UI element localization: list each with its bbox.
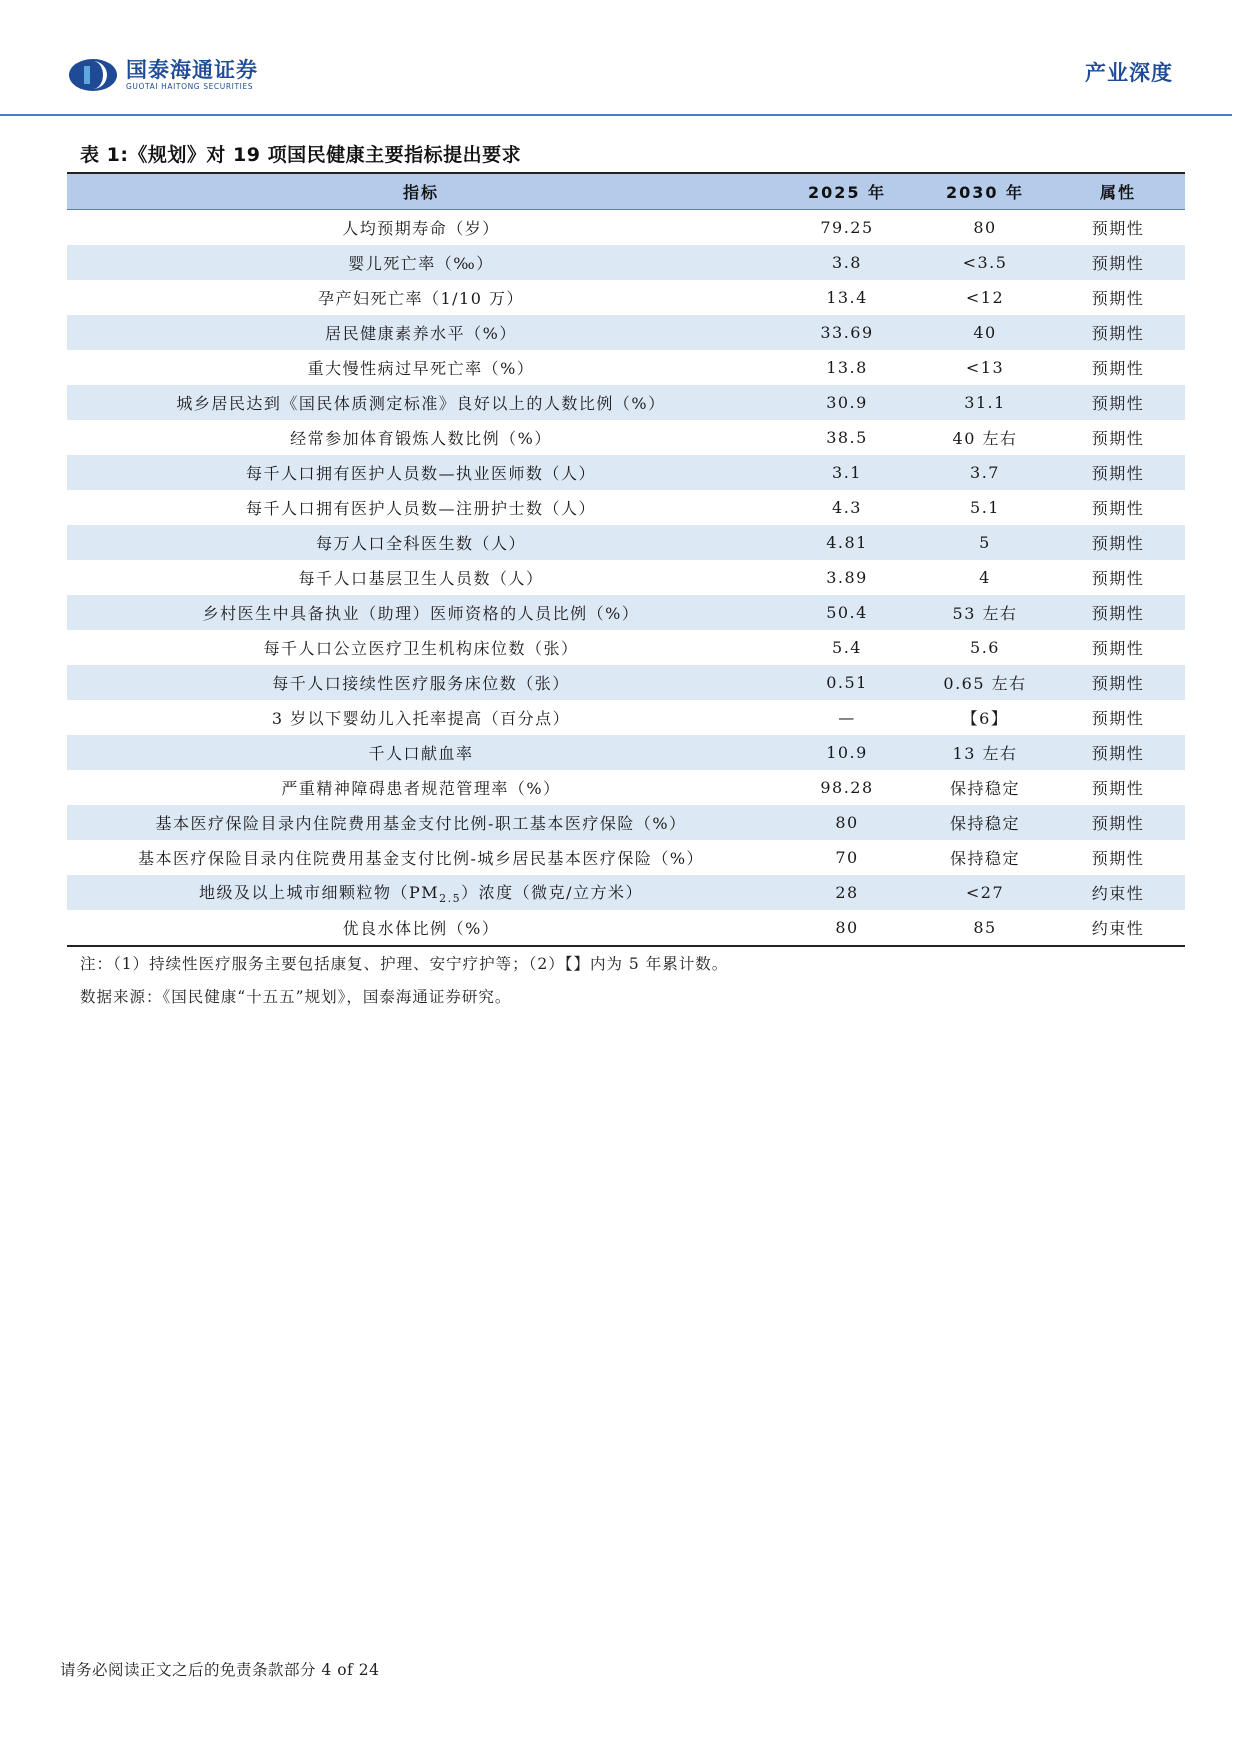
cell-2025: 38.5 [826,428,868,447]
cell-2030: 80 [973,218,997,237]
cell-2030: 5 [919,525,1051,560]
page-footer: 请务必阅读正文之后的免责条款部分 4 of 24 [60,1661,380,1679]
cell-indicator: 每千人口基层卫生人员数（人） [298,569,544,588]
company-logo [68,58,258,92]
table-row [67,455,1185,490]
table-row [67,805,1185,840]
cell-2030: 31.1 [919,385,1051,420]
table-title: 表 1:《规划》对 19 项国民健康主要指标提出要求 [80,144,522,166]
cell-indicator: 千人口献血率 [67,735,775,770]
cell-indicator: 婴儿死亡率（‰） [67,245,775,280]
table-row [67,770,1185,805]
cell-2030: 保持稳定 [949,779,1020,798]
table-note: 注：（1）持续性医疗服务主要包括康复、护理、安宁疗护等；（2）【】内为 5 年累计数。 [80,955,729,973]
column-header-indicator: 指标 [67,173,775,210]
page-header [0,0,1239,118]
cell-indicator: 人均预期寿命（岁） [342,219,500,238]
cell-2025: 4.3 [832,498,862,517]
cell-attribute: 预期性 [1091,429,1145,448]
cell-2030: 【6】 [961,709,1009,728]
cell-indicator: 每千人口接续性医疗服务床位数（张） [67,665,775,700]
cell-2025: 80 [835,918,859,937]
cell-attribute: 预期性 [1051,245,1185,280]
cell-attribute: 预期性 [1091,569,1145,588]
cell-attribute: 预期性 [1091,849,1145,868]
cell-attribute: 预期性 [1051,805,1185,840]
table-row [67,420,1185,455]
health-indicators-table [67,172,1185,947]
table-body [67,210,1185,947]
table-row [67,735,1185,770]
column-header-attribute: 属性 [1051,173,1185,210]
cell-2025: 3.8 [775,245,919,280]
cell-2025: 70 [835,848,859,867]
cell-indicator: 每千人口拥有医护人员数—执业医师数（人） [67,455,775,490]
cell-attribute: 预期性 [1051,455,1185,490]
table-row [67,350,1185,385]
cell-attribute: 预期性 [1051,595,1185,630]
cell-2025: 80 [775,805,919,840]
column-header-2025: 2025 年 [775,173,919,210]
cell-attribute: 预期性 [1051,735,1185,770]
cell-2025: 10.9 [775,735,919,770]
table-row [67,210,1185,246]
cell-2030: 4 [979,568,991,587]
cell-indicator: 地级及以上城市细颗粒物$(PM_{2.5})$浓度（微克/立方米） [67,875,775,910]
table-row [67,840,1185,875]
report-type-label: 产业深度 [1085,61,1173,85]
cell-attribute: 预期性 [1091,709,1145,728]
table-row [67,385,1185,420]
cell-2030: 保持稳定 [949,849,1020,868]
table-row [67,700,1185,735]
cell-2030: 5.1 [970,498,1000,517]
cell-2030: 3.7 [919,455,1051,490]
cell-2030: 13 左右 [919,735,1051,770]
cell-2025: 33.69 [775,315,919,350]
table-row [67,280,1185,315]
table-row [67,595,1185,630]
cell-attribute: 约束性 [1091,919,1145,938]
cell-indicator: 乡村医生中具备执业（助理）医师资格的人员比例（%） [67,595,775,630]
cell-2025: 13.8 [826,358,868,377]
cell-2025: 50.4 [775,595,919,630]
cell-2030: 40 [919,315,1051,350]
cell-attribute: 预期性 [1091,779,1145,798]
cell-attribute: 预期性 [1091,219,1145,238]
cell-indicator: 严重精神障碍患者规范管理率（%） [281,779,561,798]
logo-icon [68,58,118,92]
cell-attribute: 预期性 [1051,315,1185,350]
header-divider [0,114,1232,116]
cell-indicator: 经常参加体育锻炼人数比例（%） [290,429,552,448]
cell-2025: 3.1 [775,455,919,490]
cell-indicator: 基本医疗保险目录内住院费用基金支付比例-职工基本医疗保险（%） [67,805,775,840]
table-row [67,630,1185,665]
cell-2025: — [838,708,856,727]
cell-indicator: 每千人口公立医疗卫生机构床位数（张） [263,639,579,658]
cell-attribute: 预期性 [1051,385,1185,420]
cell-2025: 5.4 [832,638,862,657]
table-row [67,315,1185,350]
cell-2025: 28 [775,875,919,910]
cell-2030: 40 左右 [952,429,1018,448]
cell-2025: 13.4 [826,288,868,307]
cell-attribute: 预期性 [1091,639,1145,658]
cell-2030: <3.5 [919,245,1051,280]
table-row [67,245,1185,280]
cell-indicator: 每万人口全科医生数（人） [67,525,775,560]
table-header-row [67,173,1185,210]
column-header-2030: 2030 年 [919,173,1051,210]
cell-2030: 53 左右 [919,595,1051,630]
data-source: 数据来源：《国民健康“十五五”规划》，国泰海通证券研究。 [80,988,512,1006]
table-row [67,875,1185,910]
cell-indicator: 城乡居民达到《国民体质测定标准》良好以上的人数比例（%） [67,385,775,420]
cell-attribute: 预期性 [1051,525,1185,560]
cell-attribute: 约束性 [1051,875,1185,910]
table-row [67,910,1185,946]
cell-2025: 3.89 [826,568,868,587]
cell-2030: <27 [919,875,1051,910]
cell-attribute: 预期性 [1091,499,1145,518]
cell-indicator: 优良水体比例（%） [342,919,500,938]
table-row [67,665,1185,700]
cell-2025: 79.25 [820,218,874,237]
cell-2025: 98.28 [820,778,874,797]
cell-indicator: 孕产妇死亡率（1/10 万） [317,289,525,308]
table-row [67,490,1185,525]
cell-2030: 5.6 [970,638,1000,657]
cell-indicator: 每千人口拥有医护人员数—注册护士数（人） [245,499,596,518]
cell-2030: 85 [973,918,997,937]
cell-attribute: 预期性 [1051,665,1185,700]
cell-indicator: 重大慢性病过早死亡率（%） [307,359,535,378]
cell-2030: <13 [965,358,1005,377]
cell-attribute: 预期性 [1091,289,1145,308]
cell-indicator: 基本医疗保险目录内住院费用基金支付比例-城乡居民基本医疗保险（%） [137,849,705,868]
cell-2025: 4.81 [775,525,919,560]
cell-2030: <12 [965,288,1005,307]
cell-2030: 保持稳定 [919,805,1051,840]
cell-attribute: 预期性 [1091,359,1145,378]
table-row [67,560,1185,595]
cell-indicator: 3 岁以下婴幼儿入托率提高（百分点） [271,709,571,728]
cell-2030: 0.65 左右 [919,665,1051,700]
cell-indicator: 居民健康素养水平（%） [67,315,775,350]
cell-2025: 0.51 [775,665,919,700]
cell-2025: 30.9 [775,385,919,420]
logo-name-cn: 国泰海通证券 [126,58,258,82]
table-row [67,525,1185,560]
logo-name-en: GUOTAI HAITONG SECURITIES [126,82,254,91]
